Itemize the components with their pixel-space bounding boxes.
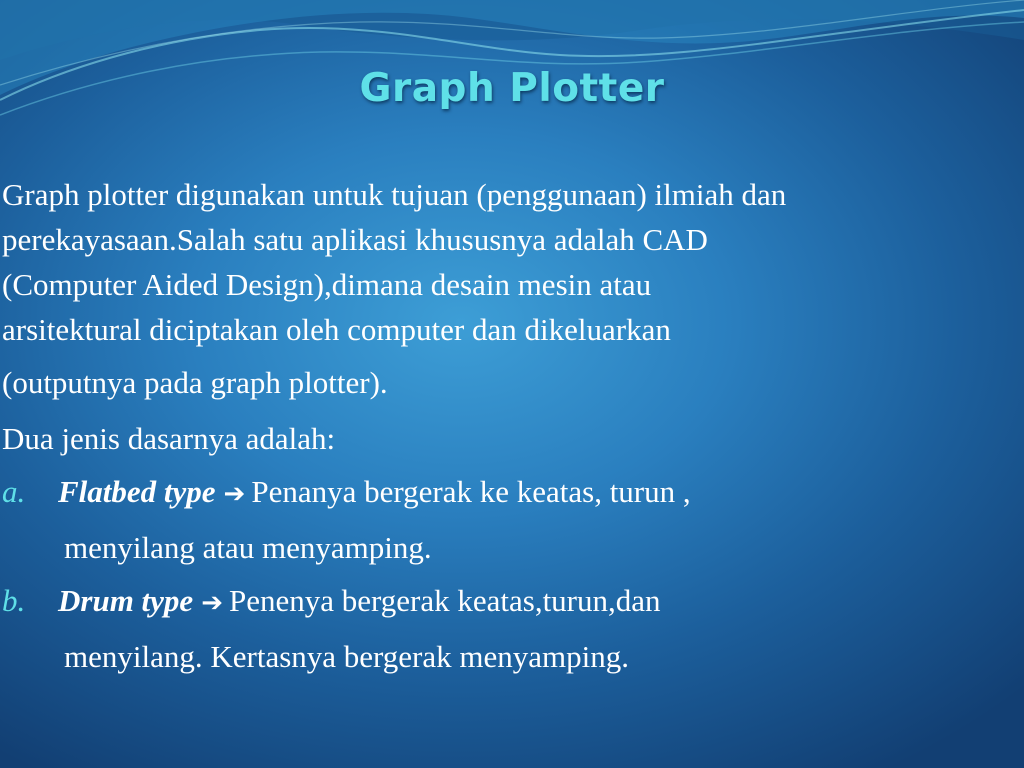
item-term: Drum type (58, 583, 194, 618)
slide-body (2, 172, 1024, 683)
item-continuation: menyilang. Kertasnya bergerak menyamping. (64, 639, 629, 674)
types-intro: Dua jenis dasarnya adalah: (2, 421, 336, 456)
paragraph-line: arsitektural diciptakan oleh computer dan dikeluarkan (2, 312, 671, 347)
list-item (2, 574, 1024, 683)
paragraph-line: Graph plotter digunakan untuk tujuan (penggunaan) ilmiah dan (2, 177, 787, 212)
item-text: Penenya bergerak keatas,turun,dan (228, 583, 661, 618)
description-paragraph (2, 172, 1024, 405)
slide-title: Graph Plotter (359, 66, 665, 111)
paragraph-line: perekayasaan.Salah satu aplikasi khususnya adalah CAD (2, 222, 708, 257)
arrow-right-icon: ➔ (201, 588, 223, 618)
list-marker: b. (2, 583, 26, 618)
list-item (2, 465, 1024, 574)
list-marker: a. (2, 474, 26, 509)
arrow-right-icon: ➔ (223, 479, 246, 509)
item-continuation: menyilang atau menyamping. (64, 530, 432, 565)
item-term: Flatbed type (58, 474, 216, 509)
paragraph-line: (Computer Aided Design),dimana desain mesin atau (2, 267, 652, 302)
item-text: Penanya bergerak ke keatas, turun , (251, 474, 691, 509)
paragraph-line: (outputnya pada graph plotter). (2, 365, 388, 400)
